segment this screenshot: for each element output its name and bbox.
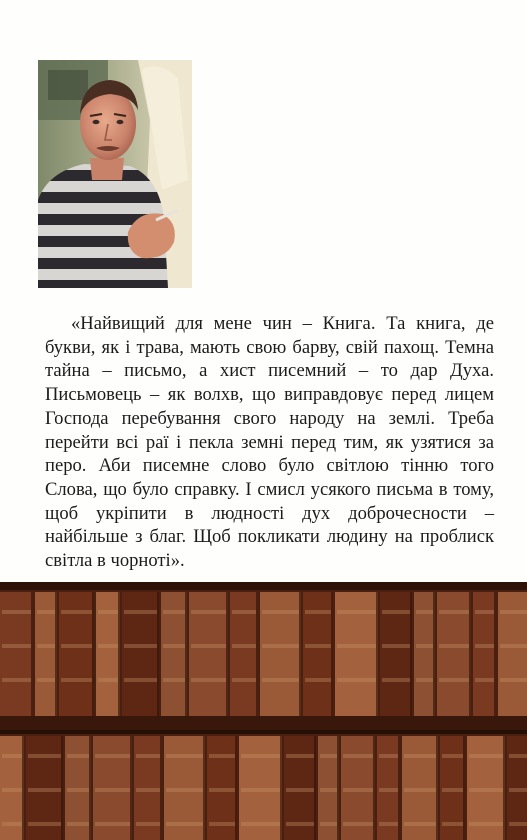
book-shadow [463,736,465,840]
book-band [232,678,256,682]
book-shadow [118,592,120,716]
book-shadow [226,592,228,716]
book-band [209,788,235,792]
book-shadow [373,736,375,840]
book-band [61,610,92,614]
book-shadow [203,736,205,840]
book-band [28,788,61,792]
book-shadow [331,592,333,716]
book-band [343,822,373,826]
book-band [337,678,376,682]
book-band [67,822,89,826]
book-band [382,678,410,682]
bookshelf-image [0,582,527,840]
book-band [305,678,331,682]
book-band [241,754,280,758]
book-band [262,644,299,648]
book-band [442,788,463,792]
book-shadow [337,736,339,840]
book-band [286,754,314,758]
book-band [379,822,398,826]
book-band [209,822,235,826]
book-band [136,822,160,826]
book-shadow [61,736,63,840]
book-shadow [89,736,91,840]
book-band [509,754,527,758]
book-band [337,610,376,614]
book-band [61,644,92,648]
book-shadow [256,592,258,716]
book-band [469,788,503,792]
book-band [382,610,410,614]
book-shadow [185,592,187,716]
book-band [124,610,157,614]
author-quote: «Найвищий для мене чин – Книга. Та книга, де букви, як і трава, мають свою барву, свій пахощ. Темна тайна – письмо, а хист писемний – то дар Духа. Письмовець – як волхв, що виправдовує перед лицем Господа перебування свого народу на землі. Треба перейти всі раї і пекла земні перед тим, як узятися за перо. Аби писемне слово було світлою тінню того Слова, що було справку. І смисл усякого письма в тому, щоб укріпити в людності дух доброчесности – найбільше з благ. Щоб покликати людину на проблиск світла в чорноті». [45,313,494,572]
book-band [2,644,31,648]
book-band [404,822,436,826]
book-shadow [235,736,237,840]
book-band [442,754,463,758]
book-band [500,610,527,614]
book-band [337,644,376,648]
book-band [320,822,337,826]
book-band [439,678,469,682]
book-band [500,678,527,682]
book-band [166,754,203,758]
book-band [475,644,494,648]
book-band [343,754,373,758]
book-band [416,610,433,614]
book-band [2,678,31,682]
book-shadow [31,592,33,716]
book-band [439,644,469,648]
book-band [404,788,436,792]
book-shadow [130,736,132,840]
book-shadow [398,736,400,840]
book-band [95,788,130,792]
book-band [262,678,299,682]
book-shadow [299,592,301,716]
book-band [232,644,256,648]
book-band [439,610,469,614]
book-band [67,754,89,758]
book-band [379,754,398,758]
book-band [98,644,118,648]
book-band [442,822,463,826]
book-band [320,788,337,792]
book-shadow [376,592,378,716]
book-shadow [469,592,471,716]
book-band [2,754,22,758]
author-portrait [38,60,192,288]
book-band [136,788,160,792]
book-band [509,788,527,792]
book-band [379,788,398,792]
book-band [209,754,235,758]
book-band [2,610,31,614]
book-band [191,678,226,682]
book-band [37,610,55,614]
book-band [232,610,256,614]
book-band [305,644,331,648]
book-shadow [280,736,282,840]
book-shadow [157,592,159,716]
book-band [305,610,331,614]
book-band [61,678,92,682]
book-shadow [433,592,435,716]
book-band [343,788,373,792]
book-band [163,644,185,648]
book-band [37,644,55,648]
book-band [191,610,226,614]
book-band [163,678,185,682]
book-band [475,678,494,682]
book-band [416,644,433,648]
book-band [2,788,22,792]
book-shadow [436,736,438,840]
book-shadow [160,736,162,840]
book-band [98,610,118,614]
book-band [382,644,410,648]
book-shadow [494,592,496,716]
book-band [2,822,22,826]
book-band [475,610,494,614]
book-band [28,822,61,826]
book-band [166,788,203,792]
book-band [124,678,157,682]
book-band [286,822,314,826]
book-shadow [92,592,94,716]
book-band [28,754,61,758]
book-shadow [503,736,505,840]
book-band [37,678,55,682]
book-band [136,754,160,758]
book-shadow [314,736,316,840]
book-band [286,788,314,792]
book-band [241,822,280,826]
book-band [67,788,89,792]
book-band [166,822,203,826]
book-band [262,610,299,614]
book-shadow [55,592,57,716]
book-band [469,822,503,826]
book-band [320,754,337,758]
book-band [241,788,280,792]
book-band [95,754,130,758]
book-band [404,754,436,758]
book-shadow [410,592,412,716]
book-band [163,610,185,614]
book-shadow [22,736,24,840]
book-band [500,644,527,648]
book-band [469,754,503,758]
book-band [509,822,527,826]
book-band [416,678,433,682]
book-band [191,644,226,648]
book-band [95,822,130,826]
book-band [98,678,118,682]
book-band [124,644,157,648]
